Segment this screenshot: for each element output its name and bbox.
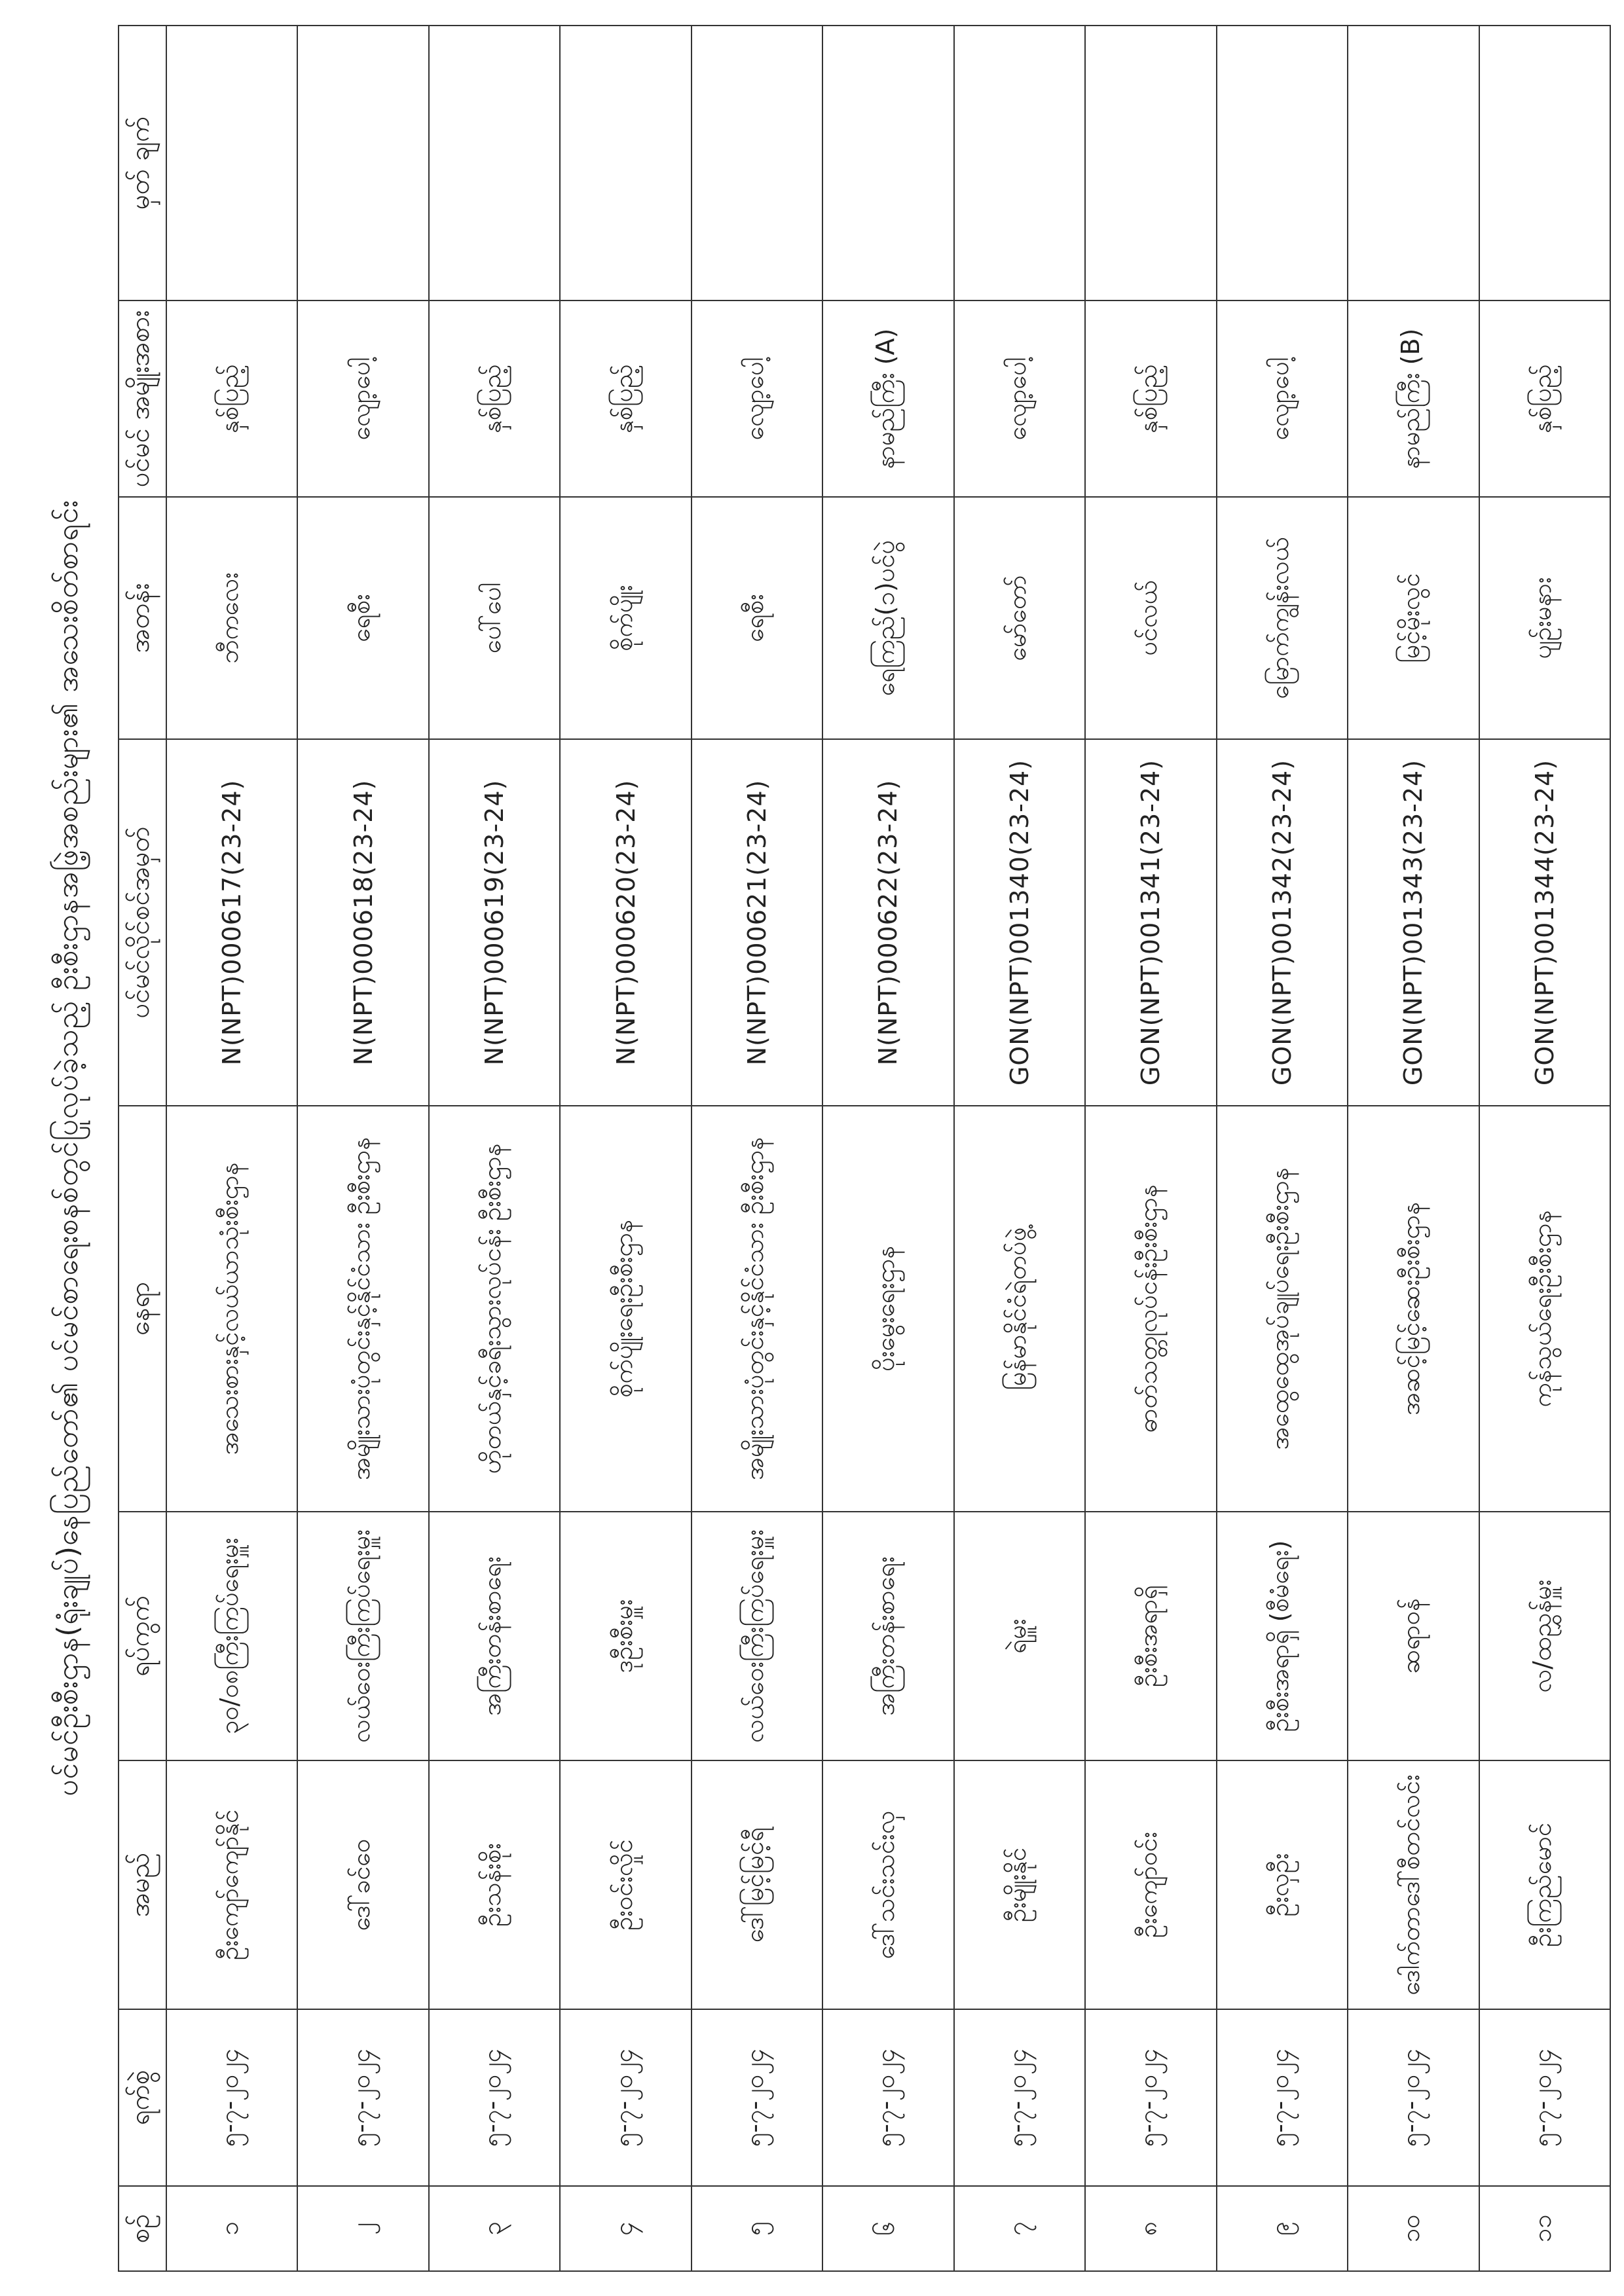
cell-ward: လယ်ဝေးကြီးကြပ်ရေးမှူး: [692, 1512, 822, 1760]
cell-type: လျော့ပေါ့: [954, 301, 1085, 497]
header-remarks: မှတ် ချက်: [119, 26, 166, 301]
cell-addr: ဓာတ်သတ္တုလုပ်ငန်းဦးစီးဌာန: [1085, 1106, 1216, 1512]
cell-cls: ပေါ်ပေါ: [429, 497, 560, 739]
cell-remarks: [297, 26, 428, 301]
cell-remarks: [560, 26, 691, 301]
cell-remarks: [822, 26, 953, 301]
cell-cls: ရေစီး: [692, 497, 822, 739]
table-row: [822, 26, 953, 2271]
cell-remarks: [692, 26, 822, 301]
cell-ward: လယ်ဝေးကြီးကြပ်ရေးမှူး: [297, 1512, 428, 1760]
cell-date: ၅-၇-၂၀၂၄: [1217, 2009, 1348, 2186]
cell-name: ဒေါက်တာဒေါ်စီတင်လင်း: [1348, 1760, 1479, 2009]
cell-no: ၆: [822, 2186, 953, 2271]
header-type: ပင်မင် အမျိုးအစား: [119, 301, 166, 497]
table-row: [1217, 26, 1348, 2271]
cell-no: ၁၁: [1479, 2186, 1610, 2271]
cell-name: ဦးကျော်ဝင်း: [1085, 1760, 1216, 2009]
cell-type: လျော့ပေါ့: [692, 301, 822, 497]
cell-ward: ဦးစီးအရာရှိ: [1085, 1512, 1216, 1760]
cell-addr: အမျိုးသားပုံတွင်းနှင့်နိုင်ငံသား ဦးစီးဌာန: [297, 1106, 428, 1512]
cell-remarks: [1348, 26, 1479, 301]
cell-date: ၅-၇-၂၀၂၄: [166, 2009, 297, 2186]
cell-name: ဦးမျိုးနိုင်: [954, 1760, 1085, 2009]
cell-lic: GON(NPT)001344(23-24): [1479, 739, 1610, 1106]
cell-remarks: [1085, 26, 1216, 301]
header-ward: ရပ်ကွက်: [119, 1512, 166, 1760]
register-table: [118, 25, 1611, 2272]
cell-cls: ပျဉ်းမနား: [1479, 497, 1610, 739]
header-addr: နေရာ: [119, 1106, 166, 1512]
cell-ward: ရဲမှူး: [954, 1512, 1085, 1760]
cell-ward: လ/ထညွှန်မှူး: [1479, 1512, 1610, 1760]
table-row: [1085, 26, 1216, 2271]
cell-addr: အသေးစားနှင့်လယ်ယာသုံးစီးဌာန: [166, 1106, 297, 1512]
cell-no: ၇: [954, 2186, 1085, 2271]
cell-remarks: [429, 26, 560, 301]
cell-date: ၅-၇-၂၀၂၄: [822, 2009, 953, 2186]
cell-cls: ရေစီး: [297, 497, 428, 739]
table-row: [166, 26, 297, 2271]
cell-cls: မြောက်ကျွန်းလယ်: [1217, 497, 1348, 739]
cell-type: နှစ်ပြည့်: [166, 301, 297, 497]
cell-addr: အဆင့်မြင့်ဆေးဦးစီးဌာန: [1348, 1106, 1479, 1512]
cell-date: ၅-၇-၂၀၂၄: [1085, 2009, 1216, 2186]
cell-remarks: [166, 26, 297, 301]
cell-no: ၄: [560, 2186, 691, 2271]
cell-cls: ရေကြည်(၁)ပင်ပွဲ: [822, 497, 953, 739]
cell-remarks: [1217, 26, 1348, 301]
cell-remarks: [954, 26, 1085, 301]
cell-name: ဦးသန်းစိုး: [429, 1760, 560, 2009]
cell-date: ၅-၇-၂၀၂၄: [1479, 2009, 1610, 2186]
cell-date: ၅-၇-၂၀၂၄: [692, 2009, 822, 2186]
cell-cls: မော်တော်: [954, 497, 1085, 739]
cell-remarks: [1479, 26, 1610, 301]
cell-type: နာမည်ကြီး (A): [822, 301, 953, 497]
cell-type: နှစ်ပြည့်: [1479, 301, 1610, 497]
cell-lic: N(NPT)000618(23-24): [297, 739, 428, 1106]
cell-lic: GON(NPT)001340(23-24): [954, 739, 1085, 1106]
cell-lic: GON(NPT)001341(23-24): [1085, 739, 1216, 1106]
cell-date: ၅-၇-၂၀၂၄: [297, 2009, 428, 2186]
table-row: [1479, 26, 1610, 2271]
cell-ward: ဒုဦးစီးမှူး: [560, 1512, 691, 1760]
cell-ward: အကြီးတန်းစာရေး: [822, 1512, 953, 1760]
cell-lic: N(NPT)000617(23-24): [166, 739, 297, 1106]
cell-name: ဦးကြည်မောင်: [1479, 1760, 1610, 2009]
page-title: ပင်မင်ဦးစီးဌာန(ရုံးချုပ်)နေပြည်တော်၏ ပင်မင်စာရေးစနစ်တွင်ပြုလုပ်ခဲ့သည့် ဦးစီးဌာနအဖြဲ့အစည်းများ၏ အသေးစိတ်စာရင်း: [51, 500, 84, 1796]
cell-name: ဒေါ်ခင်ဝေ: [297, 1760, 428, 2009]
cell-name: ဦးဝင်းလှိုင်: [560, 1760, 691, 2009]
cell-addr: အထွေထွေအုပ်ချုပ်ရေးဦးစီးဌာန: [1217, 1106, 1348, 1512]
cell-lic: N(NPT)000619(23-24): [429, 739, 560, 1106]
cell-no: ၃: [429, 2186, 560, 2271]
table-row: [429, 26, 560, 2271]
cell-addr: ဟိုတယ်နှင့်ခရီးသွားလုပ်ငန်း ဦးစီးဌာန: [429, 1106, 560, 1512]
cell-no: ၂: [297, 2186, 428, 2271]
cell-type: လျော့ပေါ့: [1217, 301, 1348, 497]
cell-name: ဒေါ်မြင့်မြင့်ရီ: [692, 1760, 822, 2009]
cell-lic: GON(NPT)001342(23-24): [1217, 739, 1348, 1106]
cell-cls: စိုက်ပျိုး: [560, 497, 691, 739]
cell-no: ၁၀: [1348, 2186, 1479, 2271]
cell-addr: စိုက်ပျိုးရေးဦးစီးဌာန: [560, 1106, 691, 1512]
cell-type: လျော့ပေါ့: [297, 301, 428, 497]
cell-addr: မြန်မာနိုင်ငံရဲတပ်ဖွဲ့: [954, 1106, 1085, 1512]
header-row: [119, 26, 166, 2271]
cell-cls: မြင့်မိုးလွင်: [1348, 497, 1479, 739]
cell-no: ၈: [1085, 2186, 1216, 2271]
cell-cls: ဘီကလေး: [166, 497, 297, 739]
cell-lic: N(NPT)000620(23-24): [560, 739, 691, 1106]
cell-no: ၅: [692, 2186, 822, 2271]
header-date: ရက်စွဲ: [119, 2009, 166, 2186]
cell-type: နှစ်ပြည့်: [429, 301, 560, 497]
cell-addr: အမျိုးသားပုံတွင်းနှင့်နိုင်ငံသား ဦးစီးဌာန: [692, 1106, 822, 1512]
header-license: ပင်မင်လိုင်စင်အမှတ်: [119, 739, 166, 1106]
table-row: [297, 26, 428, 2271]
header-class: အတန်း: [119, 497, 166, 739]
cell-type: နှစ်ပြည့်: [1085, 301, 1216, 497]
table-body: [166, 26, 1610, 2271]
cell-name: ဦးလှဦး: [1217, 1760, 1348, 2009]
cell-date: ၅-၇-၂၀၂၄: [429, 2009, 560, 2186]
cell-ward: ဆရာဝန်: [1348, 1512, 1479, 1760]
cell-addr: ပိုးမွေးရေးဌာန: [822, 1106, 953, 1512]
cell-date: ၅-၇-၂၀၂၄: [954, 2009, 1085, 2186]
cell-no: ၁: [166, 2186, 297, 2271]
table-row: [954, 26, 1085, 2271]
table-row: [560, 26, 691, 2271]
cell-no: ၉: [1217, 2186, 1348, 2271]
cell-lic: N(NPT)000622(23-24): [822, 739, 953, 1106]
cell-ward: ၃၀/၀၈ကြီးကြပ်ရေးမှူး: [166, 1512, 297, 1760]
cell-cls: ပင်လယ်: [1085, 497, 1216, 739]
cell-date: ၅-၇-၂၀၂၄: [560, 2009, 691, 2186]
table-container: [118, 26, 1611, 2272]
cell-name: ဦးကျော်ကျော်နိုင်: [166, 1760, 297, 2009]
header-name: အမည်: [119, 1760, 166, 2009]
table-row: [692, 26, 822, 2271]
header-no: စဉ်: [119, 2186, 166, 2271]
cell-name: ဒေါ်သင်းသင်းလှ: [822, 1760, 953, 2009]
cell-addr: ကုန်သွယ်ရေးဦးစီးဌာန: [1479, 1106, 1610, 1512]
cell-lic: GON(NPT)001343(23-24): [1348, 739, 1479, 1106]
cell-lic: N(NPT)000621(23-24): [692, 739, 822, 1106]
table-row: [1348, 26, 1479, 2271]
cell-date: ၅-၇-၂၀၂၄: [1348, 2009, 1479, 2186]
cell-ward: ဦးစီးအရာရှိ (စီမံရေး): [1217, 1512, 1348, 1760]
cell-ward: အကြီးတန်းစာရေး: [429, 1512, 560, 1760]
cell-type: နာမည်ကြီး (B): [1348, 301, 1479, 497]
cell-type: နှစ်ပြည့်: [560, 301, 691, 497]
